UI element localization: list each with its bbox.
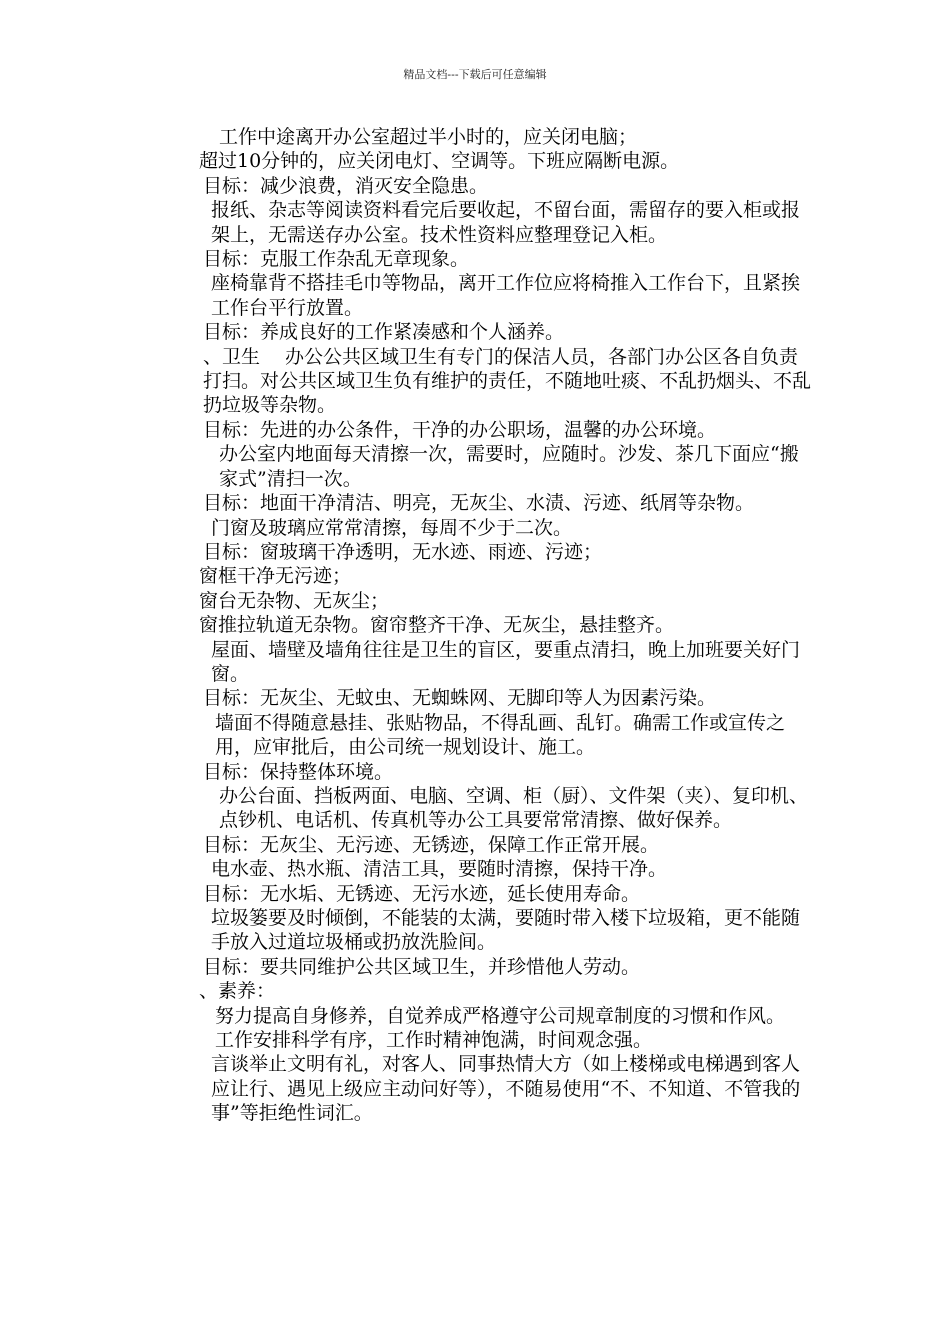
paragraph: 目标：保持整体环境。	[203, 760, 394, 783]
document-body	[147, 125, 812, 1126]
paragraph: 报纸、杂志等阅读资料看完后要收起，不留台面，需留存的要入柜或报架上，无需送存办公室。技术性资料应整理登记入柜。	[211, 199, 801, 246]
paragraph: 目标：窗玻璃干净透明，无水迹、雨迹、污迹；	[203, 540, 603, 563]
paragraph: 窗台无杂物、无灰尘；	[199, 589, 390, 612]
paragraph: 目标：养成良好的工作紧凑感和个人涵养。	[203, 321, 565, 344]
paragraph: 目标：减少浪费，消灭安全隐患。	[203, 174, 489, 197]
paragraph: 言谈举止文明有礼，对客人、同事热情大方（如上楼梯或电梯遇到客人应让行、遇见上级应主动问好等），不随易使用“不、不知道、不管我的事”等拒绝性词汇。	[211, 1053, 801, 1125]
page-header: 精品文档---下载后可任意编辑	[403, 68, 547, 81]
paragraph: 、素养：	[199, 980, 276, 1003]
paragraph: 办公室内地面每天清擦一次，需要时，应随时。沙发、茶几下面应“搬家式”清扫一次。	[219, 443, 799, 490]
paragraph: 电水壶、热水瓶、清洁工具，要随时清擦，保持干净。	[211, 858, 668, 881]
paragraph: 座椅靠背不搭挂毛巾等物品，离开工作位应将椅推入工作台下，且紧挨工作台平行放置。	[211, 272, 801, 319]
paragraph: 垃圾篓要及时倾倒，不能装的太满，要随时带入楼下垃圾箱，更不能随手放入过道垃圾桶或扔放洗脸间。	[211, 907, 801, 954]
paragraph: 目标：无灰尘、无污迹、无锈迹，保障工作正常开展。	[203, 833, 660, 856]
paragraph: 工作安排科学有序，工作时精神饱满，时间观念强。	[215, 1029, 653, 1052]
paragraph: 目标：地面干净清洁、明亮，无灰尘、水渍、污迹、纸屑等杂物。	[203, 492, 755, 515]
paragraph: 墙面不得随意悬挂、张贴物品，不得乱画、乱钉。确需工作或宣传之用，应审批后，由公司统一规划设计、施工。	[215, 711, 786, 759]
paragraph: 屋面、墙壁及墙角往往是卫生的盲区，要重点清扫，晚上加班要关好门窗。	[211, 638, 801, 685]
paragraph: 目标：要共同维护公共区域卫生，并珍惜他人劳动。	[203, 955, 641, 978]
paragraph: 窗推拉轨道无杂物。窗帘整齐干净、无灰尘，悬挂整齐。	[199, 614, 675, 637]
paragraph: 办公台面、挡板两面、电脑、空调、柜（厨）、文件架（夹）、复印机、点钞机、电话机、传真机等办公工具要常常清擦、做好保养。	[219, 784, 809, 832]
paragraph: 努力提高自身修养，自觉养成严格遵守公司规章制度的习惯和作风。	[215, 1004, 786, 1027]
paragraph: 目标：克服工作杂乱无章现象。	[203, 248, 470, 271]
paragraph: 目标：无灰尘、无蚊虫、无蜘蛛网、无脚印等人为因素污染。	[203, 687, 717, 710]
paragraph: 目标：无水垢、无锈迹、无污水迹，延长使用寿命。	[203, 882, 641, 905]
paragraph: 工作中途离开办公室超过半小时的，应关闭电脑；	[219, 126, 638, 148]
paragraph: 超过10分钟的，应关闭电灯、空调等。下班应隔断电源。	[199, 150, 680, 173]
paragraph: 窗框干净无污迹；	[199, 565, 352, 588]
paragraph: 、卫生 办公公共区域卫生有专门的保洁人员，各部门办公区各自负责打扫。对公共区域卫生负有维护的责任，不随地吐痰、不乱扔烟头、不乱扔垃圾等杂物。	[203, 345, 812, 417]
paragraph: 目标：先进的办公条件，干净的办公职场，温馨的办公环境。	[203, 418, 717, 441]
paragraph: 门窗及玻璃应常常清擦，每周不少于二次。	[211, 516, 573, 539]
